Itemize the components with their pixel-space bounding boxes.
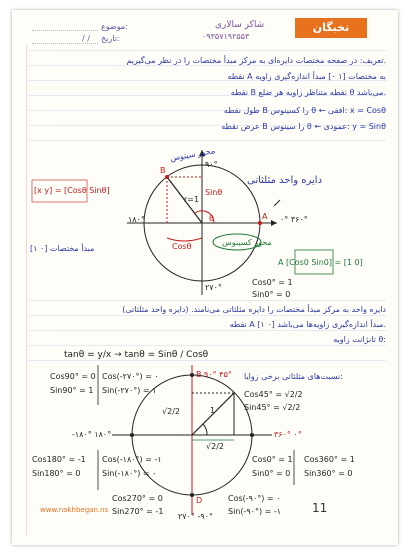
cos-m90: Cos(-۹۰°) = ۰ <box>228 494 281 503</box>
cos45-side-label: √2/2 <box>206 442 224 451</box>
tan-formula: tanθ = y/x → tanθ = Sinθ / Cosθ <box>64 350 209 360</box>
cos360-value: Cos360° = 1 <box>304 455 355 464</box>
angle-180-label: ۱۸۰° <box>128 215 145 224</box>
angle-270-label: ۲۷۰° <box>205 283 222 292</box>
cos270-value: Cos270° = 0 <box>112 494 163 503</box>
notebook-page <box>12 10 398 545</box>
sin-m90: Sin(-۹۰°) = -۱ <box>228 507 282 516</box>
point-d-dot <box>190 493 194 497</box>
sin-m180: Sin(-۱۸۰°) = ۰ <box>102 469 157 478</box>
sin-theta-label: Sinθ <box>205 188 223 197</box>
unit-circle-title: دایره واحد مثلثاتی <box>247 175 323 186</box>
radius-label: r=1 <box>184 195 200 204</box>
cos180-value: Cos180° = -1 <box>32 455 86 464</box>
sin45-value: Sin45° = √2/2 <box>244 403 301 412</box>
special-angles-title: نسبت‌های مثلثاتی برخی زوایا: <box>244 372 343 381</box>
cos-axis-label: محور کسینوس <box>222 238 272 247</box>
author-phone: ۰۹۳۵۷۱۹۲۵۵۳ <box>202 32 250 41</box>
angle-0-label: ۰° ۳۶۰° <box>280 215 308 224</box>
page-number: 11 <box>312 501 328 515</box>
cos-m270: Cos(-۲۷۰°) = ۰ <box>102 372 159 381</box>
origin-vector-label: [۱ ۰] مبدأ مختصات <box>30 244 95 253</box>
brand-logo: نخبگان <box>295 18 367 38</box>
definition-text: تعریف: در صفحه مختصات دایره‌ای به مرکز مبدأ مختصات را در نظر می‌گیریم. <box>126 56 386 65</box>
date-label: تاریخ: <box>101 34 120 43</box>
sin45-side-label: √2/2 <box>162 407 180 416</box>
point-a2-dot <box>250 433 254 437</box>
neg-180-label: -۱۸۰° ۱۸۰° <box>72 430 112 439</box>
sin0b-value: Sin0° = 0 <box>252 469 291 478</box>
radius-one-label: 1 <box>210 406 216 415</box>
xy-vector: [x y] = [Cosθ Sinθ] <box>34 186 110 195</box>
point-b-label: B <box>160 166 166 175</box>
sin-definition: عرض نقطه B را سینوس θ ← عمودی: y = Sinθ <box>221 122 386 131</box>
point-b-dot <box>165 175 169 179</box>
deg-270-bottom: ۲۷۰° -۹۰° <box>178 512 213 521</box>
x-arrow-icon <box>271 220 277 226</box>
sin270-value: Sin270° = -1 <box>112 507 164 516</box>
date-value: / / <box>82 34 90 43</box>
cos-m180: Cos(-۱۸۰°) = -۱ <box>102 455 162 464</box>
subject-label: موضوع: <box>101 22 128 31</box>
a-coordinates: A [Cos0 Sin0] = [1 0] <box>278 258 363 267</box>
cos-definition: طول نقطه B را کسینوس θ ← افقی: x = Cosθ <box>223 106 386 115</box>
author-name: شاکر سالاری <box>215 20 265 30</box>
summary-line-2: نقطه A [۱ ۰] مبدأ اندازه‌گیری زاویه‌ها می‌باشد. <box>229 320 386 329</box>
point-d-label: D <box>196 496 203 505</box>
point-b2-dot <box>190 373 194 377</box>
summary-line-3: تانژانت زاویه θ: <box>333 335 386 344</box>
sin-axis-label: محور سینوس <box>169 146 216 163</box>
angle-90-label: ۹۰° <box>205 160 218 169</box>
sin360-value: Sin360° = 0 <box>304 469 353 478</box>
sin180-value: Sin180° = 0 <box>32 469 81 478</box>
cos90-left: Cos90° = 0 <box>50 372 96 381</box>
sin0-value: Sin0° = 0 <box>252 290 291 299</box>
rotation-arrow <box>274 200 280 206</box>
footer-url: www.nokhbegan.ns <box>40 506 109 514</box>
sin-m270: Sin(-۲۷۰°) = ۱ <box>102 386 157 395</box>
angle-arc-45 <box>203 424 207 435</box>
cos-theta-label: Cosθ <box>172 242 192 251</box>
cos0b-value: Cos0° = 1 <box>252 455 293 464</box>
point-b-text: نقطه B نقطه متناظر زاویه هر ضلع θ می‌باشد. <box>230 88 386 97</box>
theta-label: θ <box>209 214 214 223</box>
summary-line-1: دایره واحد به مرکز مبدأ مختصات را دایره مثلثاتی می‌نامند. (دایره واحد مثلثاتی) <box>122 305 386 314</box>
cos-brace <box>167 238 202 241</box>
deg-360-label: ۳۶۰° ۰° <box>274 430 302 439</box>
cos45-value: Cos45° = √2/2 <box>244 390 303 399</box>
point-a-label: A <box>262 212 268 221</box>
cos0-value: Cos0° = 1 <box>252 278 293 287</box>
sin90-left: Sin90° = 1 <box>50 386 94 395</box>
point-c-dot <box>130 433 134 437</box>
b-angle-label: B ۹۰° ۴۵° <box>196 370 232 379</box>
point-a-text: نقطه A به مختصات [۱ ۰] مبدأ اندازه‌گیری زاویه <box>227 72 386 81</box>
